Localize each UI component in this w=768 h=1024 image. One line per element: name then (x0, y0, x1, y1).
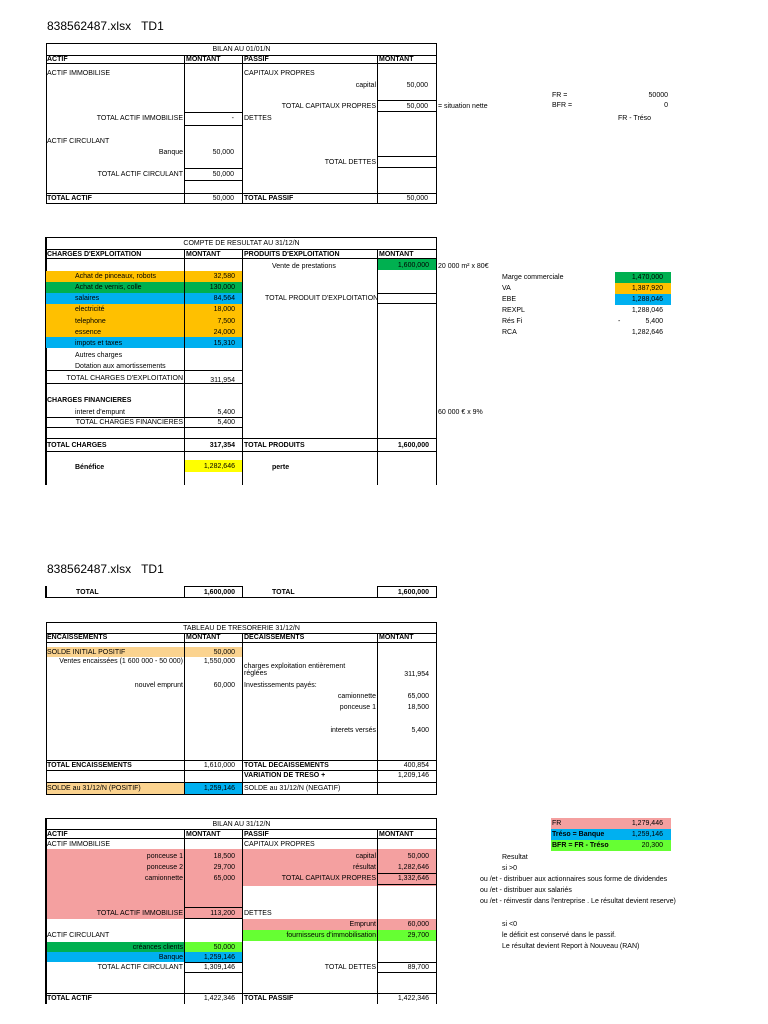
bfr-label: BFR = FR - Tréso (552, 842, 609, 849)
camionnette-label: camionnette (337, 693, 376, 700)
ventes-label: Ventes encaissées (1 600 000 - 50 000) (59, 658, 183, 665)
interets-value: 5,400 (411, 727, 429, 734)
capitaux-propres-label: CAPITAUX PROPRES (244, 841, 315, 848)
benefice-label: Bénéfice (75, 464, 105, 471)
sig-label: RCA (502, 329, 517, 336)
dettes-label: DETTES (244, 910, 272, 917)
total-ch-fin-label: TOTAL CHARGES FINANCIERES (75, 419, 183, 426)
variation-value: 1,209,146 (397, 772, 429, 779)
col-montant: MONTANT (186, 251, 221, 258)
ponceuse-label: ponceuse 1 (339, 704, 376, 711)
charge-label: electricité (75, 306, 105, 313)
perte-label: perte (272, 464, 290, 471)
invest-label: Investissements payés: (244, 682, 317, 689)
total-ac-value: 1,309,146 (203, 964, 235, 971)
sheet-name: TD1 (141, 562, 164, 576)
total-ai-label: TOTAL ACTIF IMMOBILISE (96, 115, 183, 122)
charges-fin-label: CHARGES FINANCIERES (47, 397, 132, 404)
fournisseurs-label: fournisseurs d'immobilisation (286, 932, 376, 939)
emprunt-label: Emprunt (349, 921, 376, 928)
ponceuse2-label: ponceuse 2 (146, 864, 183, 871)
total-charges-label: TOTAL CHARGES (47, 442, 107, 449)
total-passif-label: TOTAL PASSIF (244, 995, 294, 1002)
bfr-label: BFR = (552, 102, 573, 109)
total-actif-label: TOTAL ACTIF (47, 995, 92, 1002)
treso-title: TABLEAU DE TRESORERIE 31/12/N (183, 625, 300, 632)
charge-label: salaires (75, 295, 100, 302)
col-charges: CHARGES D'EXPLOITATION (47, 251, 142, 258)
interet-label: interet d'empunt (75, 409, 125, 416)
total-label: TOTAL (76, 589, 99, 596)
total-dettes-label: TOTAL DETTES (324, 159, 376, 166)
variation-label: VARIATION DE TRESO + (244, 772, 326, 779)
total-enc-label: TOTAL ENCAISSEMENTS (47, 762, 132, 769)
total-passif-value: 50,000 (406, 195, 428, 202)
charge-label: impots et taxes (75, 340, 123, 347)
ponceuse-value: 18,500 (407, 704, 429, 711)
sig-value: 1,282,646 (631, 329, 663, 336)
banque-value: 1,259,146 (203, 954, 235, 961)
total-dettes-label: TOTAL DETTES (324, 964, 376, 971)
total-ai-label: TOTAL ACTIF IMMOBILISE (96, 910, 183, 917)
note-line: Resultat (502, 854, 528, 861)
total-ch-fin-value: 5,400 (217, 419, 235, 426)
vente-value: 1,600,000 (397, 262, 429, 269)
charge-value: 24,000 (213, 329, 235, 336)
camionnette-label: camionnette (144, 875, 183, 882)
sig-label: REXPL (502, 307, 525, 314)
charge-label: telephone (75, 318, 106, 325)
treso-label: Tréso = Banque (552, 831, 605, 838)
total-produits-value: 1,600,000 (397, 442, 429, 449)
solde-initial-value: 50,000 (213, 649, 235, 656)
charge-label: essence (75, 329, 102, 336)
total-ac-value: 50,000 (212, 171, 234, 178)
charge-value: 18,000 (213, 306, 235, 313)
camionnette-value: 65,000 (407, 693, 429, 700)
interets-label: interets versés (330, 727, 376, 734)
camionnette-value: 65,000 (213, 875, 235, 882)
col-passif: PASSIF (244, 831, 269, 838)
note-line: si <0 (502, 921, 517, 928)
total-ch-expl-label: TOTAL CHARGES D'EXPLOITATION (66, 375, 183, 382)
total-prod-expl-label: TOTAL PRODUIT D'EXPLOITATION (265, 295, 379, 302)
col-montant: MONTANT (379, 634, 414, 641)
fr-value: 1,279,446 (631, 820, 663, 827)
charge-value: 84,564 (213, 295, 235, 302)
col-passif: PASSIF (244, 56, 269, 63)
bfr-value: 20,300 (641, 842, 663, 849)
actif-circulant-label: ACTIF CIRCULANT (47, 138, 110, 145)
ponceuse1-value: 18,500 (213, 853, 235, 860)
total-dec-label: TOTAL DECAISSEMENTS (244, 762, 329, 769)
total-produits-label: TOTAL PRODUITS (244, 442, 305, 449)
sig-value: 1,387,920 (631, 285, 663, 292)
sig-value: 1,470,000 (631, 274, 663, 281)
col-montant: MONTANT (186, 831, 221, 838)
col-encaissements: ENCAISSEMENTS (47, 634, 108, 641)
total-cp-label: TOTAL CAPITAUX PROPRES (281, 875, 376, 882)
solde-final-label: SOLDE au 31/12/N (POSITIF) (47, 785, 141, 792)
charge-value: 130,000 (209, 284, 235, 291)
total-passif-value: 1,422,346 (397, 995, 429, 1002)
total-ai-value: 113,200 (210, 910, 235, 917)
total-cp-label: TOTAL CAPITAUX PROPRES (281, 103, 376, 110)
solde-initial-label: SOLDE INITIAL POSITIF (47, 649, 126, 656)
ponceuse2-value: 29,700 (213, 864, 235, 871)
charges-expl-value: 311,954 (404, 671, 429, 678)
file-name: 838562487.xlsx (47, 562, 132, 576)
total-enc-value: 1,610,000 (203, 762, 235, 769)
emprunt-label: nouvel emprunt (134, 682, 183, 689)
total-value: 1,600,000 (203, 589, 235, 596)
total-passif-label: TOTAL PASSIF (244, 195, 294, 202)
note-line: ou /et - distribuer aux salariés (480, 887, 572, 894)
total-dec-value: 400,854 (403, 762, 429, 769)
cr-title: COMPTE DE RESULTAT AU 31/12/N (183, 240, 300, 247)
total-ac-label: TOTAL ACTIF CIRCULANT (97, 171, 183, 178)
page-header-2 (47, 562, 164, 576)
emprunt-value: 60,000 (213, 682, 235, 689)
sig-value: 1,288,046 (631, 307, 663, 314)
banque-label: Banque (158, 149, 183, 156)
sig-label: Marge commerciale (502, 274, 564, 281)
col-decaissements: DECAISSEMENTS (244, 634, 305, 641)
bilan-initial-title: BILAN AU 01/01/N (212, 46, 271, 53)
col-montant: MONTANT (379, 56, 414, 63)
actif-circulant-label: ACTIF CIRCULANT (47, 932, 110, 939)
col-actif: ACTIF (47, 831, 68, 838)
sig-value: 5,400 (645, 318, 663, 325)
capital-value: 50,000 (407, 853, 429, 860)
sig-prefix: - (618, 318, 621, 325)
interet-value: 5,400 (217, 409, 235, 416)
total-actif-label: TOTAL ACTIF (47, 195, 92, 202)
charge-label: Achat de pinceaux, robots (75, 273, 156, 280)
creances-value: 50,000 (213, 944, 235, 951)
capital-label: capital (355, 82, 376, 89)
total-value: 1,600,000 (397, 589, 429, 596)
actif-immobilise-label: ACTIF IMMOBILISE (47, 841, 111, 848)
total-ai-value: - (231, 115, 234, 122)
vente-label: Vente de prestations (272, 263, 336, 270)
fr-treso-note: FR - Tréso (618, 115, 652, 122)
col-montant: MONTANT (379, 831, 414, 838)
bilan-final-title: BILAN AU 31/12/N (212, 821, 271, 828)
sig-label: VA (502, 285, 511, 292)
charge-label: Achat de vernis, colle (75, 284, 142, 291)
ponceuse1-label: ponceuse 1 (146, 853, 183, 860)
resultat-label: résultat (353, 864, 376, 871)
sheet-name: TD1 (141, 19, 164, 33)
banque-label: Banque (158, 954, 183, 961)
vente-note: 20 000 m² x 80€ (438, 263, 489, 270)
sig-label: Rés Fi (502, 318, 523, 325)
charge-label: Autres charges (75, 352, 123, 359)
benefice-value: 1,282,646 (203, 463, 235, 470)
fournisseurs-value: 29,700 (407, 932, 429, 939)
total-actif-value: 50,000 (212, 195, 234, 202)
fr-label: FR = (552, 92, 568, 99)
resultat-value: 1,282,646 (397, 864, 429, 871)
col-montant: MONTANT (379, 251, 414, 258)
total-charges-value: 317,354 (209, 442, 235, 449)
charges-expl-label-cont: réglées (244, 670, 267, 677)
actif-immobilise-label: ACTIF IMMOBILISE (47, 70, 111, 77)
banque-value: 50,000 (212, 149, 234, 156)
page-header-1 (47, 19, 164, 33)
note-line: si >0 (502, 865, 517, 872)
col-produits: PRODUITS D'EXPLOITATION (244, 251, 340, 258)
solde-final-value: 1,259,146 (203, 785, 235, 792)
interet-note: 60 000 € x 9% (438, 409, 483, 416)
fr-value: 50000 (648, 92, 668, 99)
treso-value: 1,259,146 (631, 831, 663, 838)
ventes-value: 1,550,000 (203, 658, 235, 665)
solde-neg-label: SOLDE au 31/12/N (NEGATIF) (244, 785, 341, 792)
capitaux-propres-label: CAPITAUX PROPRES (244, 70, 315, 77)
charges-expl-label: charges exploitation entièrement (244, 663, 346, 670)
sig-label: EBE (502, 296, 517, 303)
situation-nette-note: = situation nette (438, 103, 488, 110)
creances-label: créances clients (132, 944, 183, 951)
note-line: ou /et - réinvestir dans l'entreprise . Le résultat devient reserve) (480, 898, 676, 905)
file-name: 838562487.xlsx (47, 19, 132, 33)
total-ch-expl-value: 311,954 (210, 377, 235, 384)
fr-label: FR (552, 820, 562, 827)
dettes-label: DETTES (244, 115, 272, 122)
col-actif: ACTIF (47, 56, 68, 63)
note-line: le déficit est conservé dans le passif. (502, 932, 617, 939)
total-cp-value: 50,000 (406, 103, 428, 110)
bfr-value: 0 (664, 102, 668, 109)
total-dettes-value: 89,700 (407, 964, 429, 971)
charge-value: 7,500 (217, 318, 235, 325)
emprunt-value: 60,000 (407, 921, 429, 928)
capital-label: capital (355, 853, 376, 860)
sig-value: 1,288,046 (631, 296, 663, 303)
charge-value: 32,580 (213, 273, 235, 280)
total-actif-value: 1,422,346 (203, 995, 235, 1002)
col-montant: MONTANT (186, 634, 221, 641)
charge-value: 15,310 (213, 340, 235, 347)
charge-label: Dotation aux amortissements (75, 363, 166, 370)
total-ac-label: TOTAL ACTIF CIRCULANT (97, 964, 183, 971)
total-cp-value: 1,332,646 (397, 875, 429, 882)
capital-value: 50,000 (406, 82, 428, 89)
total-label: TOTAL (272, 589, 295, 596)
note-line: ou /et - distribuer aux actionnaires sous forme de dividendes (480, 876, 668, 883)
col-montant: MONTANT (186, 56, 221, 63)
note-line: Le résultat devient Report à Nouveau (RAN) (502, 943, 640, 950)
